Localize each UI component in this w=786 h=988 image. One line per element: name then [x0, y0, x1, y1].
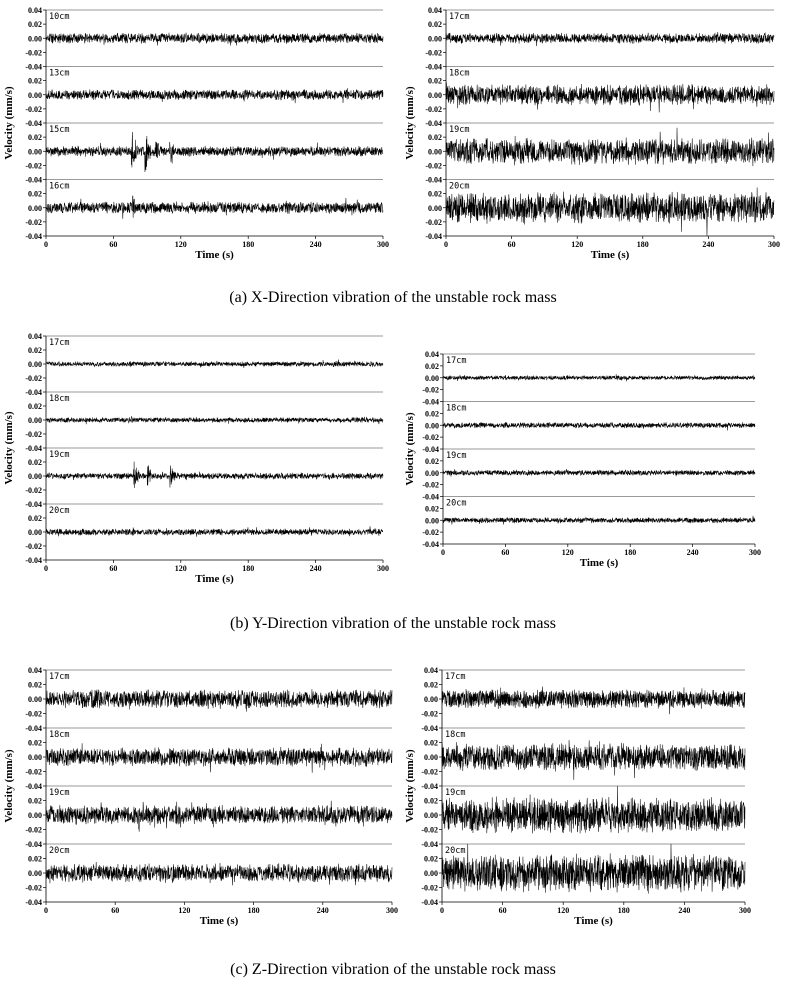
y-axis-title: Velocity (mm/s): [3, 411, 15, 485]
x-tick-label: 240: [309, 564, 322, 573]
series-line-13cm: [46, 88, 383, 103]
y-tick-label: -0.02: [25, 374, 42, 383]
chart-a-left: [3, 6, 389, 261]
panel-label: 18cm: [49, 394, 70, 404]
y-tick-label: -0.02: [25, 542, 42, 551]
y-tick-label: -0.02: [422, 480, 439, 490]
x-tick-label: 240: [686, 548, 699, 557]
y-axis-title: Velocity (mm/s): [3, 749, 15, 823]
y-tick-label: -0.02: [425, 161, 442, 171]
x-tick-label: 240: [678, 906, 691, 915]
y-tick-label: 0.02: [28, 189, 42, 199]
panel-label: 19cm: [446, 451, 467, 461]
series-line-19cm: [46, 801, 392, 832]
y-tick-label: 0.00: [428, 203, 442, 213]
x-tick-label: 120: [557, 906, 570, 915]
panel-label: 13cm: [49, 68, 70, 79]
y-tick-label: 0.02: [424, 796, 438, 806]
x-tick-label: 300: [377, 240, 389, 249]
y-tick-label: 0.00: [28, 869, 42, 878]
y-tick-label: -0.02: [25, 709, 42, 719]
y-tick-label: -0.02: [25, 883, 42, 893]
y-tick-label: 0.00: [428, 90, 442, 100]
y-tick-label: -0.04: [422, 492, 439, 502]
y-tick-label: 0.00: [425, 421, 439, 431]
panel-label: 18cm: [445, 730, 466, 740]
x-tick-label: 0: [44, 240, 48, 249]
y-tick-label: 0.00: [28, 360, 42, 369]
panel-label: 17cm: [449, 12, 470, 22]
y-tick-label: 0.00: [28, 811, 42, 820]
x-axis-title: Time (s): [579, 557, 619, 569]
y-tick-label: 0.02: [425, 456, 439, 466]
x-tick-label: 300: [386, 906, 398, 915]
x-tick-label: 60: [109, 564, 118, 573]
x-tick-label: 180: [617, 906, 630, 915]
y-tick-label: -0.02: [25, 217, 42, 227]
x-tick-label: 180: [624, 548, 637, 557]
x-tick-label: 300: [749, 548, 761, 557]
series-line-20cm: [443, 516, 755, 525]
y-tick-label: 0.02: [28, 133, 42, 143]
x-tick-label: 60: [507, 240, 516, 249]
y-tick-label: -0.02: [421, 709, 438, 719]
x-tick-label: 180: [636, 240, 649, 249]
caption-a: (a) X-Direction vibration of the unstable rock mass: [229, 289, 557, 306]
panel-label: 16cm: [49, 181, 70, 192]
y-tick-label: -0.02: [422, 433, 439, 443]
y-tick-label: -0.02: [25, 48, 42, 58]
panel-label: 17cm: [49, 672, 70, 682]
y-tick-label: -0.04: [25, 724, 42, 733]
x-tick-label: 180: [247, 906, 260, 915]
y-tick-label: -0.04: [25, 782, 42, 791]
x-tick-label: 240: [702, 240, 715, 249]
panel-label: 20cm: [445, 846, 466, 856]
x-tick-label: 300: [768, 240, 780, 249]
x-tick-label: 120: [561, 548, 574, 557]
x-tick-label: 240: [309, 240, 322, 249]
x-tick-label: 60: [501, 548, 510, 557]
y-tick-label: -0.04: [421, 840, 438, 849]
y-tick-label: 0.02: [28, 796, 42, 806]
panel-label: 10cm: [49, 12, 70, 22]
y-tick-label: 0.00: [28, 695, 42, 704]
y-tick-label: 0.00: [425, 516, 439, 526]
series-line-19cm: [446, 128, 774, 166]
y-tick-label: -0.02: [421, 767, 438, 777]
panel-label: 19cm: [49, 450, 70, 460]
y-tick-label: -0.04: [25, 840, 42, 849]
y-tick-label: -0.04: [425, 62, 442, 72]
y-tick-label: -0.04: [421, 782, 438, 791]
panel-label: 19cm: [449, 125, 470, 135]
y-tick-label: 0.02: [28, 402, 42, 411]
series-line-17cm: [443, 374, 755, 381]
x-axis-title: Time (s): [195, 249, 234, 261]
y-tick-label: 0.02: [28, 346, 42, 355]
y-tick-label: 0.02: [28, 738, 42, 748]
y-tick-label: -0.02: [422, 385, 439, 395]
caption-b: (b) Y-Direction vibration of the unstable rock mass: [230, 615, 556, 632]
y-tick-label: 0.02: [424, 854, 438, 864]
caption-c: (c) Z-Direction vibration of the unstable rock mass: [230, 961, 556, 978]
series-line-17cm: [442, 687, 745, 715]
x-axis-title: Time (s): [590, 249, 630, 261]
y-tick-label: -0.02: [25, 430, 42, 439]
y-tick-label: 0.02: [424, 738, 438, 748]
series-line-10cm: [46, 33, 383, 46]
y-tick-label: 0.02: [28, 20, 42, 30]
x-tick-label: 0: [441, 548, 445, 557]
y-tick-label: 0.00: [428, 147, 442, 157]
y-tick-label: -0.04: [25, 444, 42, 453]
chart-b-left: [3, 332, 389, 585]
x-tick-label: 120: [571, 240, 584, 249]
y-tick-label: -0.04: [25, 119, 42, 128]
panel-label: 18cm: [49, 730, 70, 740]
y-tick-label: 0.02: [424, 680, 438, 690]
y-tick-label: 0.02: [28, 76, 42, 86]
series-line-17cm: [446, 32, 774, 46]
y-tick-label: 0.04: [28, 332, 42, 341]
y-tick-label: -0.02: [421, 883, 438, 893]
y-tick-label: -0.04: [25, 898, 42, 907]
panel-label: 19cm: [445, 788, 466, 798]
y-tick-label: -0.04: [425, 175, 442, 185]
y-tick-label: -0.02: [425, 217, 442, 227]
y-tick-label: -0.02: [25, 767, 42, 777]
panel-label: 20cm: [49, 506, 70, 516]
y-tick-label: 0.04: [425, 350, 439, 359]
series-line-17cm: [46, 689, 392, 712]
x-axis-title: Time (s): [199, 915, 239, 927]
series-line-18cm: [442, 740, 745, 780]
y-axis-title: Velocity (mm/s): [404, 749, 416, 823]
y-tick-label: -0.02: [422, 528, 439, 538]
x-tick-label: 60: [498, 906, 507, 915]
x-tick-label: 120: [174, 564, 187, 573]
y-tick-label: 0.02: [428, 20, 442, 30]
y-tick-label: -0.04: [422, 397, 439, 407]
y-tick-label: -0.02: [25, 104, 42, 114]
panel-label: 17cm: [49, 338, 70, 348]
y-tick-label: 0.02: [425, 504, 439, 514]
y-tick-label: 0.00: [425, 373, 439, 383]
y-tick-label: -0.04: [422, 540, 439, 549]
series-line-20cm: [442, 844, 745, 894]
panel-label: 17cm: [445, 672, 466, 682]
y-tick-label: -0.02: [421, 825, 438, 835]
series-line-15cm: [46, 132, 383, 172]
panel-label: 20cm: [49, 846, 70, 856]
y-tick-label: -0.02: [25, 825, 42, 835]
y-tick-label: 0.02: [428, 189, 442, 199]
series-line-16cm: [46, 196, 383, 219]
y-tick-label: 0.00: [424, 811, 438, 820]
series-line-20cm: [446, 188, 774, 236]
panel-label: 20cm: [449, 181, 470, 192]
chart-b-right: [404, 350, 761, 569]
y-tick-label: 0.00: [28, 416, 42, 425]
y-axis-title: Velocity (mm/s): [3, 86, 15, 160]
y-tick-label: 0.00: [28, 34, 42, 44]
y-tick-label: -0.02: [425, 104, 442, 114]
series-line-20cm: [46, 862, 392, 885]
x-tick-label: 120: [174, 240, 187, 249]
x-tick-label: 0: [44, 564, 48, 573]
y-tick-label: -0.04: [25, 388, 42, 397]
y-tick-label: -0.04: [425, 232, 442, 241]
panel-label: 18cm: [449, 68, 470, 79]
series-line-18cm: [443, 422, 755, 430]
chart-c-left: [3, 666, 398, 927]
y-tick-label: 0.04: [428, 6, 442, 15]
y-axis-title: Velocity (mm/s): [404, 412, 416, 486]
y-tick-label: 0.02: [425, 409, 439, 419]
series-line-17cm: [46, 360, 383, 368]
x-tick-label: 120: [178, 906, 191, 915]
y-tick-label: -0.02: [25, 161, 42, 171]
x-tick-label: 240: [316, 906, 329, 915]
x-tick-label: 60: [111, 906, 120, 915]
panel-label: 17cm: [446, 356, 467, 366]
x-tick-label: 300: [739, 906, 751, 915]
y-tick-label: 0.04: [28, 666, 42, 675]
y-tick-label: 0.04: [424, 666, 438, 675]
y-tick-label: -0.04: [25, 175, 42, 185]
y-tick-label: 0.00: [28, 472, 42, 481]
y-tick-label: 0.02: [425, 361, 439, 371]
series-line-19cm: [46, 462, 383, 488]
y-tick-label: -0.04: [25, 556, 42, 565]
x-tick-label: 180: [242, 564, 255, 573]
y-tick-label: -0.04: [425, 119, 442, 128]
y-tick-label: -0.04: [421, 898, 438, 907]
x-tick-label: 180: [242, 240, 255, 249]
x-axis-title: Time (s): [195, 573, 234, 585]
x-tick-label: 60: [109, 240, 118, 249]
y-tick-label: 0.02: [28, 514, 42, 523]
y-tick-label: 0.00: [425, 468, 439, 478]
y-tick-label: -0.02: [425, 48, 442, 58]
series-line-19cm: [442, 786, 745, 833]
y-tick-label: 0.00: [28, 203, 42, 213]
y-tick-label: -0.04: [25, 232, 42, 241]
y-tick-label: 0.00: [428, 34, 442, 44]
panel-label: 20cm: [446, 498, 467, 509]
y-tick-label: 0.04: [28, 6, 42, 15]
y-tick-label: 0.00: [28, 147, 42, 157]
y-tick-label: -0.04: [25, 500, 42, 509]
y-tick-label: 0.00: [424, 869, 438, 878]
y-tick-label: 0.02: [28, 854, 42, 864]
panel-label: 19cm: [49, 788, 70, 798]
y-tick-label: 0.00: [28, 90, 42, 100]
y-tick-label: 0.00: [424, 695, 438, 704]
panel-label: 15cm: [49, 125, 70, 135]
y-tick-label: -0.04: [25, 62, 42, 72]
y-tick-label: 0.00: [28, 753, 42, 762]
series-line-18cm: [46, 416, 383, 424]
x-tick-label: 0: [44, 906, 48, 915]
y-tick-label: 0.02: [428, 133, 442, 143]
x-tick-label: 0: [440, 906, 444, 915]
y-tick-label: -0.02: [25, 486, 42, 495]
series-line-18cm: [446, 83, 774, 113]
y-tick-label: 0.02: [428, 76, 442, 86]
x-tick-label: 300: [377, 564, 389, 573]
chart-c-right: [404, 666, 751, 927]
series-line-20cm: [46, 526, 383, 536]
series-line-19cm: [443, 469, 755, 477]
y-tick-label: -0.04: [421, 724, 438, 733]
x-tick-label: 0: [444, 240, 448, 249]
y-axis-title: Velocity (mm/s): [404, 86, 416, 160]
y-tick-label: 0.02: [28, 458, 42, 467]
y-tick-label: -0.04: [422, 445, 439, 454]
series-line-18cm: [46, 743, 392, 773]
y-tick-label: 0.00: [28, 528, 42, 537]
y-tick-label: 0.00: [424, 753, 438, 762]
x-axis-title: Time (s): [574, 915, 613, 927]
y-tick-label: 0.02: [28, 680, 42, 690]
chart-a-right: [404, 6, 780, 261]
panel-label: 18cm: [446, 403, 467, 414]
